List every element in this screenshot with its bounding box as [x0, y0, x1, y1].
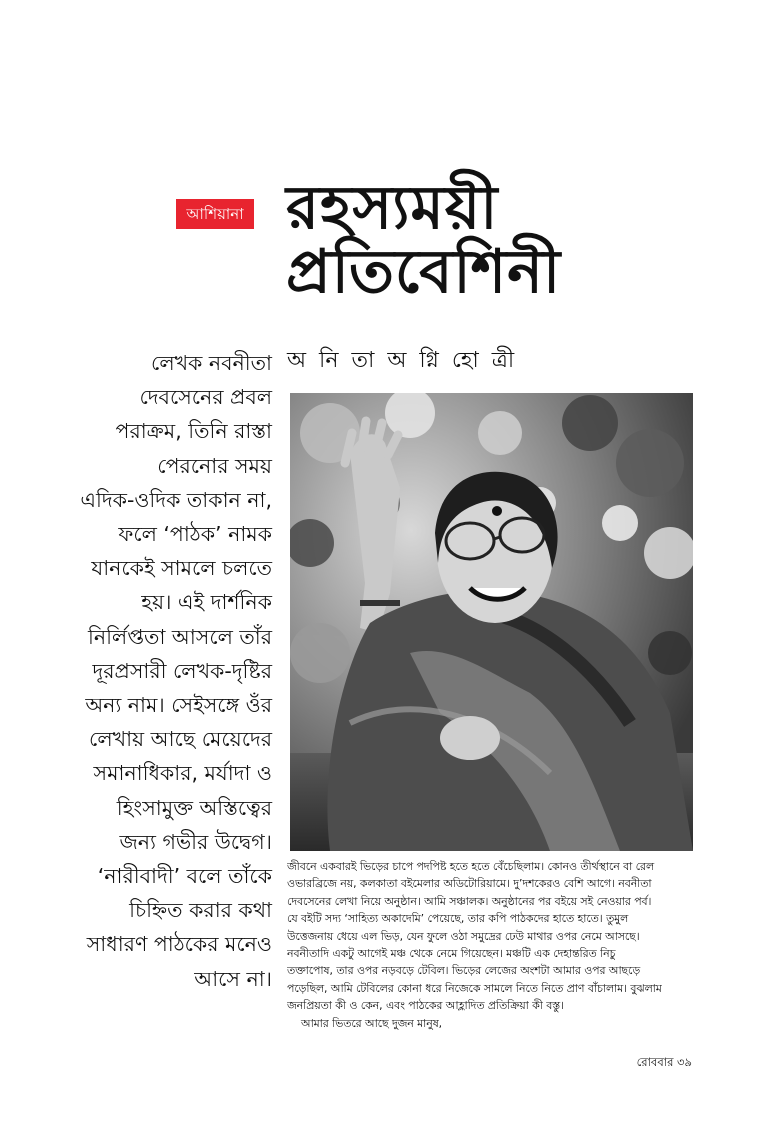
body-line: যে বইটি সদ্য ‘সাহিত্য অকাদেমি’ পেয়েছে, তার কপি পাঠকদের হাতে হাতে। তুমুল — [287, 912, 629, 926]
body-line: জনপ্রিয়তা কী ও কেন, এবং পাঠকের আহ্লাদিত প্রতিক্রিয়া কী বস্তু। — [287, 999, 564, 1013]
standfirst-line: এদিক-ওদিক তাকান না, — [80, 487, 272, 512]
standfirst-line: হিংসামুক্ত অস্তিত্বের — [116, 795, 272, 820]
standfirst-line: অন্য নাম। সেইসঙ্গে ওঁর — [85, 693, 272, 718]
standfirst-line: জন্য গভীর উদ্বেগ। — [119, 829, 272, 854]
body-line: নবনীতাদি একটু আগেই মঞ্চ থেকে নেমে গিয়েছেন। মঞ্চটি এক দেহান্তরিত নিচু — [287, 947, 616, 961]
standfirst-line: সমানাধিকার, মর্যাদা ও — [93, 761, 272, 786]
standfirst-line: চিহ্নিত করার কথা — [129, 898, 272, 923]
standfirst-line: পেরনোর সময় — [157, 453, 272, 478]
verse-line: আমার ভিতরে আছে দুজন মানুষ, — [301, 1016, 443, 1030]
standfirst-line: দেবসেনের প্রবল — [139, 385, 272, 410]
standfirst-line: নির্লিপ্ততা আসলে তাঁর — [87, 624, 272, 649]
standfirst-line: সাধারণ পাঠকের মনেও — [86, 932, 272, 957]
title-line: প্রতিবেশিনী — [286, 237, 562, 307]
body-line: উত্তেজনায় ধেয়ে এল ভিড়, যেন ফুলে ওঠা সমুদ্রের ঢেউ মাথার ওপর নেমে আসছে। — [287, 929, 640, 943]
title-line: রহস্যময়ী — [286, 173, 499, 243]
standfirst-line: হয়। এই দার্শনিক — [141, 590, 272, 615]
standfirst-line: যানকেই সামলে চলতে — [91, 556, 272, 581]
standfirst-line: পরাক্রম, তিনি রাস্তা — [115, 419, 272, 444]
page-folio: রোববার ৩৯ — [636, 1055, 692, 1069]
body-line: তক্তাপোষ, তার ওপর নড়বড়ে টেবিল। ভিড়ের লেজের অংশটা আমার ওপর আছড়ে — [287, 964, 641, 978]
portrait-photo — [290, 393, 693, 851]
body-line: পড়েছিল, আমি টেবিলের কোনা ধরে নিজেকে সামলে নিতে নিতে প্রাণ বাঁচালাম। বুঝলাম — [287, 981, 662, 995]
body-line: ওভারব্রিজে নয়, কলকাতা বইমেলার অডিটোরিয়ামে। দু’দশকেরও বেশি আগে। নবনীতা — [287, 877, 652, 891]
standfirst-line: ফলে ‘পাঠক’ নামক — [118, 522, 272, 547]
standfirst-line: লেখায় আছে মেয়েদের — [89, 727, 272, 752]
standfirst-line: ‘নারীবাদী’ বলে তাঁকে — [97, 864, 272, 889]
standfirst-line: আসে না। — [194, 966, 272, 991]
standfirst — [76, 346, 272, 996]
body-line: দেবসেনের লেখা নিয়ে অনুষ্ঠান। আমি সঞ্চালক। অনুষ্ঠানের পর বইয়ে সই নেওয়ার পর্ব। — [287, 894, 652, 908]
article-body — [287, 858, 697, 1032]
standfirst-line: দূরপ্রসারী লেখক-দৃষ্টির — [92, 658, 272, 683]
article-title — [286, 173, 706, 307]
section-tag: আশিয়ানা — [176, 199, 254, 229]
byline: অ নি তা অ গ্নি হো ত্রী — [287, 348, 518, 373]
body-line: জীবনে একবারই ভিড়ের চাপে পদপিষ্ট হতে হতে বেঁচেছিলাম। কোনও তীর্থস্থানে বা রেল — [287, 860, 655, 873]
standfirst-line: লেখক নবনীতা — [151, 351, 272, 375]
